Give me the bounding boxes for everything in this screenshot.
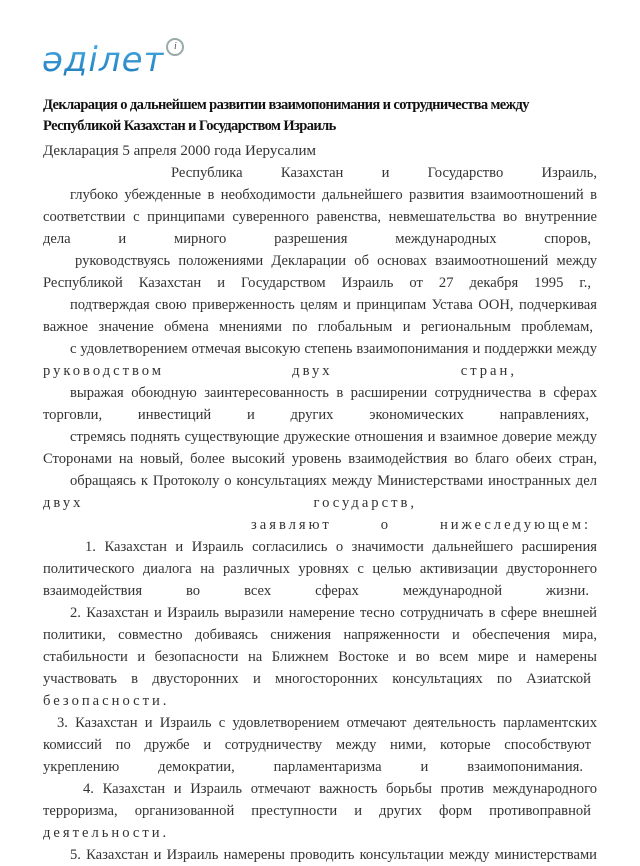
document-title: Декларация о дальнейшем развитии взаимопонимания и сотрудничества между Республикой Казахстан и Государством Израиль — [43, 97, 529, 134]
text-line: терроризма, организованной преступности и других форм противоправной — [43, 803, 591, 819]
text-line: выражая обоюдную заинтересованность в расширении сотрудничества в сферах — [70, 385, 597, 401]
text-line: глубоко убежденные в необходимости дальнейшего развития взаимоотношений в — [70, 187, 597, 203]
document-body — [43, 162, 597, 866]
text-line: соответствии с принципами суверенного равенства, невмешательства во внутренние — [43, 209, 597, 225]
text-line: стремясь поднять существующие дружеские отношения и взаимное доверие между — [70, 429, 597, 445]
text-line: 3. Казахстан и Израиль с удовлетворением отмечают деятельность парламентских — [57, 715, 597, 731]
text-line: политического диалога на различных уровнях с целью активизации двустороннего — [43, 561, 597, 577]
text-line: руководствуясь положениями Декларации об основах взаимоотношений между — [75, 253, 597, 269]
text-line: 4. Казахстан и Израиль отмечают важность борьбы против международного — [83, 781, 597, 797]
text-line: 5. Казахстан и Израиль намерены проводить консультации между министерствами — [70, 847, 597, 863]
text-line: стабильности и безопасности на Ближнем Востоке и во всем мире и намерены — [43, 649, 597, 665]
text-line: политики, совместно добиваясь снижения напряженности и обеспечения мира, — [43, 627, 597, 643]
text-line: заявляют о нижеследующем: — [251, 517, 591, 533]
text-line: 2. Казахстан и Израиль выразили намерение тесно сотрудничать в сфере внешней — [70, 605, 597, 621]
text-line: важное значение обмена мнениями по глобальным и региональным проблемам, — [43, 319, 593, 335]
text-line: безопасности. — [43, 693, 170, 709]
text-line: Сторонами на новый, более высокий уровень взаимодействия во благо обеих стран, — [43, 451, 597, 467]
text-line: 1. Казахстан и Израиль согласились о значимости дальнейшего расширения — [85, 539, 597, 555]
text-line: с удовлетворением отмечая высокую степень взаимопонимания и поддержки между — [70, 341, 597, 357]
text-line: Республикой Казахстан и Государством Израиль от 27 декабря 1995 г., — [43, 275, 591, 291]
text-line: Республика Казахстан и Государство Израиль, — [171, 165, 597, 181]
text-line: двух государств, — [43, 495, 417, 511]
text-line: торговли, инвестиций и других экономических направлениях, — [43, 407, 589, 423]
text-line: взаимодействия во всех сферах международной жизни. — [43, 583, 589, 599]
text-line: подтверждая свою приверженность целям и принципам Устава ООН, подчеркивая — [70, 297, 597, 313]
document-date-line: Декларация 5 апреля 2000 года Иерусалим — [43, 143, 316, 159]
text-line: деятельности. — [43, 825, 170, 841]
adilet-logo[interactable] — [42, 38, 184, 82]
text-line: дела и мирного разрешения международных споров, — [43, 231, 591, 247]
text-line: комиссий по дружбе и сотрудничеству между ними, которые способствуют — [43, 737, 591, 753]
text-line: укреплению демократии, парламентаризма и взаимопонимания. — [43, 759, 583, 775]
text-line: обращаясь к Протоколу о консультациях между Министерствами иностранных дел — [70, 473, 597, 489]
magnifier-icon: i — [166, 38, 184, 56]
text-line: участвовать в двусторонних и многосторонних консультациях по Азиатской — [43, 671, 591, 687]
logo-text: әділет — [42, 40, 165, 80]
document-content — [43, 95, 603, 866]
text-line: руководством двух стран, — [43, 363, 517, 379]
